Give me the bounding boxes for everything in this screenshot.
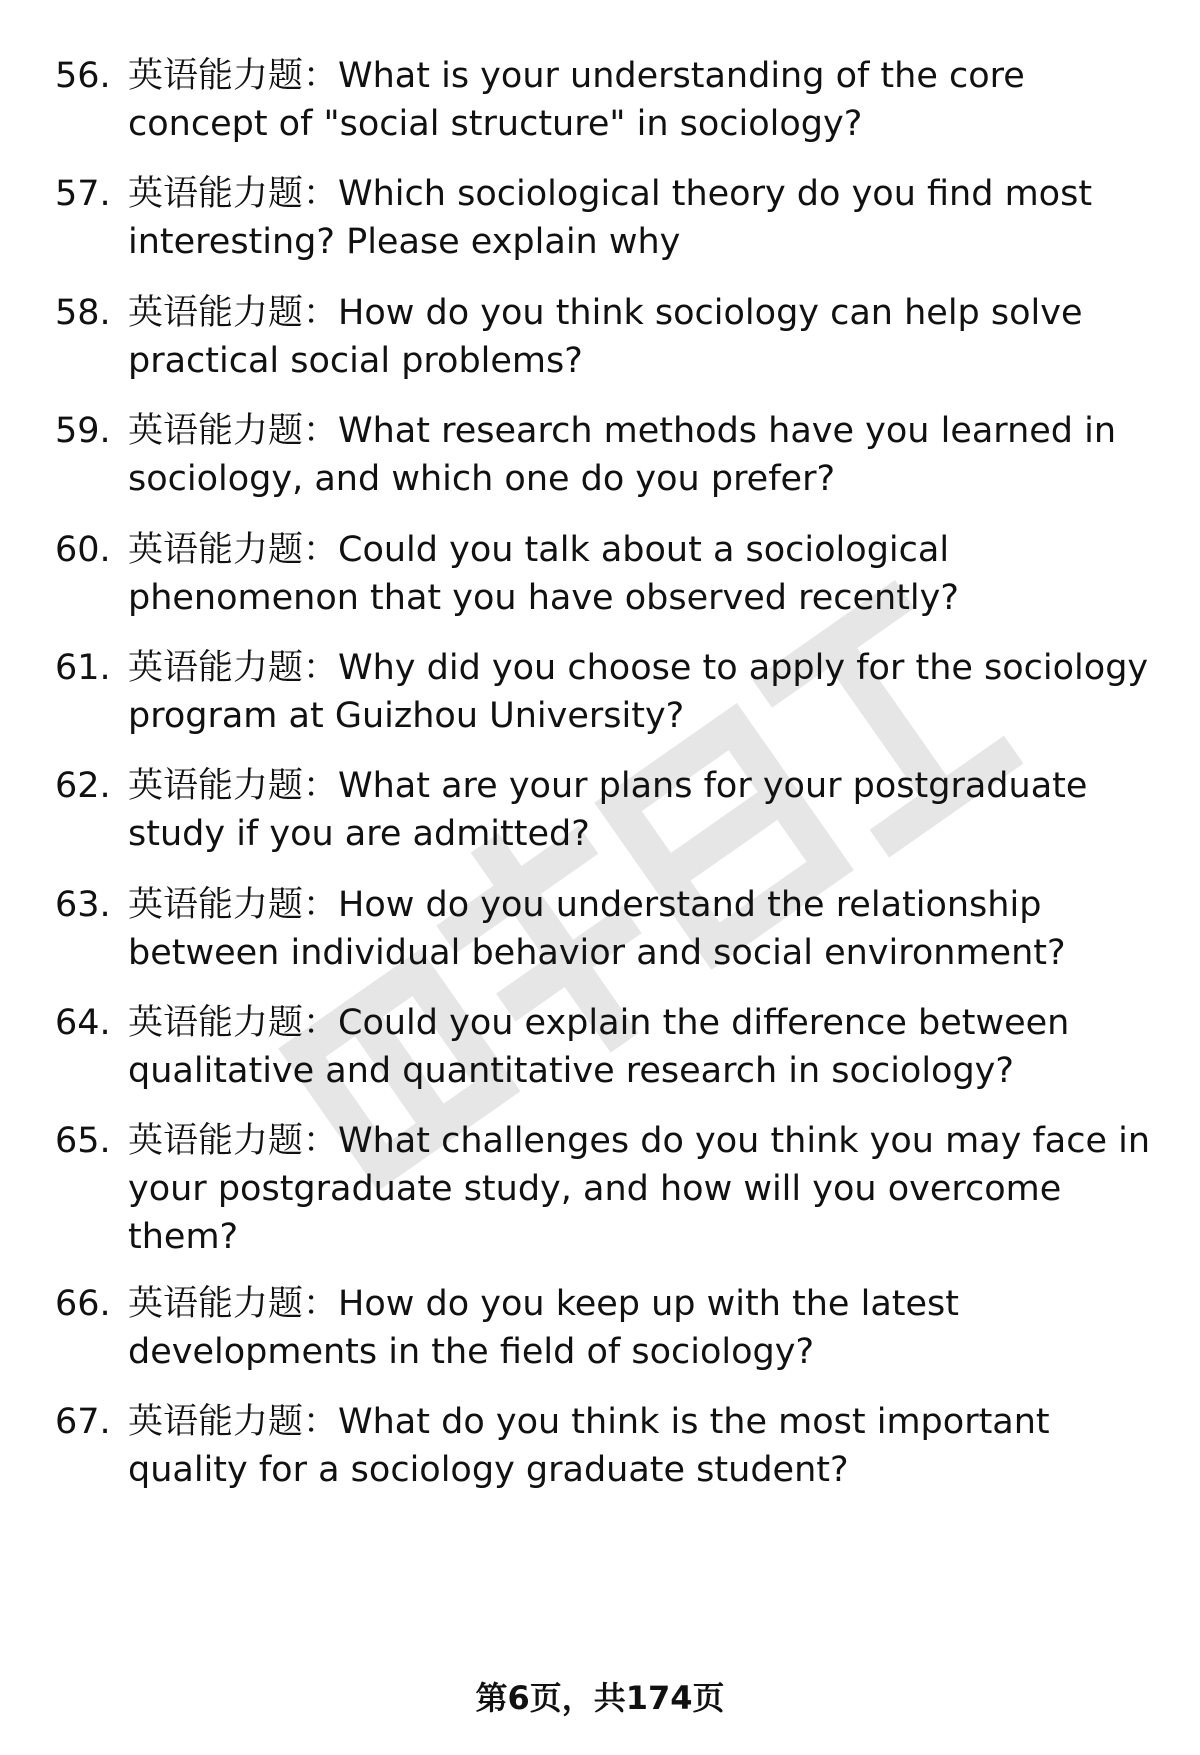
question-text-line: qualitative and quantitative research in sociology? [128, 1051, 1014, 1091]
question-number: 66. [55, 1284, 111, 1324]
question-line [128, 289, 1173, 337]
question-text [128, 1280, 1173, 1376]
question-text-line: your postgraduate study, and how will you overcome [128, 1169, 1062, 1209]
question-number: 59. [55, 411, 111, 451]
question-text-line: What do you think is the most important [338, 1402, 1050, 1442]
question-text-line: phenomenon that you have observed recently? [128, 578, 959, 618]
page-number-footer: 第6页，共174页 [475, 1679, 725, 1717]
question-text [128, 170, 1173, 266]
question-number: 56. [55, 56, 111, 96]
question-text [128, 999, 1173, 1095]
question-text-line: How do you think sociology can help solve [338, 293, 1083, 333]
question-text-line: between individual behavior and social environment? [128, 933, 1066, 973]
question-text [128, 407, 1173, 503]
question-line [128, 1117, 1173, 1165]
question-line [128, 1398, 1173, 1446]
question-text-line: them? [128, 1217, 239, 1257]
question-tag: 英语能力题： [128, 56, 339, 96]
question-tag: 英语能力题： [128, 530, 339, 570]
question-text-line: sociology, and which one do you prefer? [128, 459, 836, 499]
question-text [128, 526, 1173, 622]
question-tag: 英语能力题： [128, 1284, 339, 1324]
question-tag: 英语能力题： [128, 1402, 339, 1442]
question-text-line: study if you are admitted? [128, 814, 590, 854]
question-tag: 英语能力题： [128, 885, 339, 925]
question-number: 63. [55, 885, 111, 925]
question-line [128, 526, 1173, 574]
question-text-line: interesting? Please explain why [128, 222, 681, 262]
question-text [128, 289, 1173, 385]
question-tag: 英语能力题： [128, 174, 339, 214]
question-text [128, 644, 1173, 740]
question-text-line: What is your understanding of the core [338, 56, 1025, 96]
watermark [200, 520, 1100, 1220]
question-line [128, 52, 1173, 100]
question-text-line: Which sociological theory do you find most [338, 174, 1093, 214]
question-text-line: practical social problems? [128, 341, 583, 381]
question-tag: 英语能力题： [128, 411, 339, 451]
question-line [128, 1280, 1173, 1328]
question-tag: 英语能力题： [128, 648, 339, 688]
question-text-line: concept of "social structure" in sociology? [128, 104, 863, 144]
question-tag: 英语能力题： [128, 1003, 339, 1043]
question-number: 65. [55, 1121, 111, 1161]
question-line [128, 762, 1173, 810]
question-tag: 英语能力题： [128, 1121, 339, 1161]
question-number: 67. [55, 1402, 111, 1442]
question-number: 58. [55, 293, 111, 333]
question-text-line: quality for a sociology graduate student? [128, 1450, 849, 1490]
question-text-line: Could you talk about a sociological [338, 530, 950, 570]
question-line [128, 407, 1173, 455]
question-text [128, 52, 1173, 148]
question-line [128, 644, 1173, 692]
question-tag: 英语能力题： [128, 293, 339, 333]
question-text-line: How do you understand the relationship [338, 885, 1042, 925]
question-line [128, 881, 1173, 929]
question-text-line: What challenges do you think you may face in [338, 1121, 1151, 1161]
question-text [128, 1398, 1173, 1494]
question-number: 62. [55, 766, 111, 806]
question-number: 60. [55, 530, 111, 570]
question-number: 61. [55, 648, 111, 688]
question-number: 64. [55, 1003, 111, 1043]
question-text-line: program at Guizhou University? [128, 696, 685, 736]
question-text [128, 1117, 1173, 1261]
question-number: 57. [55, 174, 111, 214]
question-text-line: What are your plans for your postgraduate [338, 766, 1088, 806]
question-text-line: Why did you choose to apply for the sociology [338, 648, 1149, 688]
question-line [128, 999, 1173, 1047]
question-text-line: developments in the field of sociology? [128, 1332, 815, 1372]
question-tag: 英语能力题： [128, 766, 339, 806]
question-text [128, 762, 1173, 858]
question-text-line: What research methods have you learned in [338, 411, 1117, 451]
question-text-line: Could you explain the difference between [338, 1003, 1070, 1043]
question-text [128, 881, 1173, 977]
question-text-line: How do you keep up with the latest [338, 1284, 959, 1324]
question-line [128, 170, 1173, 218]
